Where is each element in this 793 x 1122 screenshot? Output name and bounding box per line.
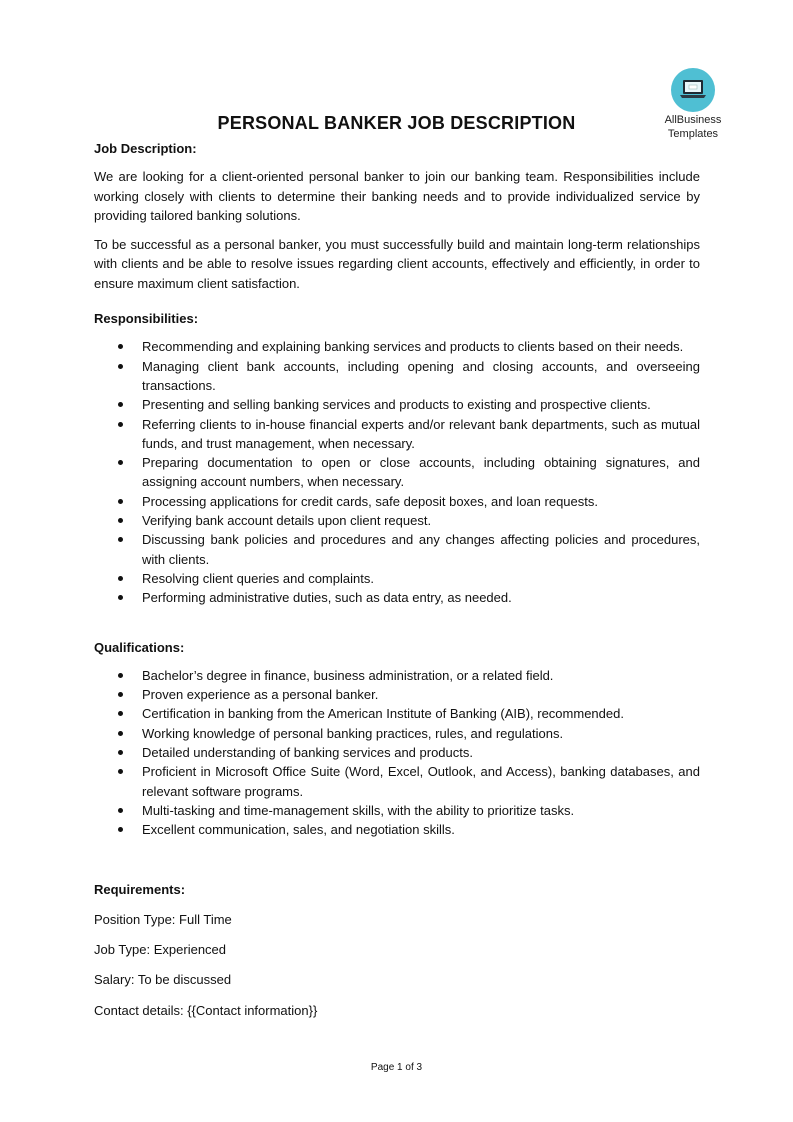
list-item: Referring clients to in-house financial experts and/or relevant bank departments, such as mutual funds, and trust management, when necessary. <box>142 415 700 454</box>
list-item: Bachelor’s degree in finance, business administration, or a related field. <box>142 666 700 685</box>
logo-text-line2: Templates <box>667 128 719 140</box>
responsibilities-list <box>94 337 700 607</box>
list-item: Presenting and selling banking services and products to existing and prospective clients. <box>142 395 700 414</box>
job-type: Job Type: Experienced <box>94 942 227 958</box>
list-item: Preparing documentation to open or close accounts, including obtaining signatures, and assigning account numbers, when necessary. <box>142 453 700 492</box>
job-description-paragraph: We are looking for a client-oriented personal banker to join our banking team. Responsibilities include working closely with clients to determine their banking needs and to provide individualized service by providing tailored banking solutions. <box>94 169 700 223</box>
list-item: Certification in banking from the American Institute of Banking (AIB), recommended. <box>142 704 700 723</box>
document-body <box>94 139 700 1020</box>
requirements-heading: Requirements: <box>94 881 186 897</box>
qualifications-heading: Qualifications: <box>94 639 185 655</box>
page-number: Page 1 of 3 <box>370 1062 423 1073</box>
list-item: Recommending and explaining banking services and products to clients based on their needs. <box>142 337 700 356</box>
list-item: Verifying bank account details upon client request. <box>142 511 700 530</box>
list-item: Managing client bank accounts, including opening and closing accounts, and overseeing transactions. <box>142 357 700 396</box>
list-item: Working knowledge of personal banking practices, rules, and regulations. <box>142 724 700 743</box>
list-item: Excellent communication, sales, and negotiation skills. <box>142 820 700 839</box>
list-item: Performing administrative duties, such as data entry, as needed. <box>142 588 700 607</box>
position-type: Position Type: Full Time <box>94 911 232 927</box>
list-item: Detailed understanding of banking services and products. <box>142 743 700 762</box>
job-description-heading: Job Description: <box>94 141 197 156</box>
laptop-icon <box>671 68 715 112</box>
list-item: Discussing bank policies and procedures and any changes affecting policies and procedures, with clients. <box>142 530 700 569</box>
contact-details: Contact details: {{Contact information}} <box>94 1002 318 1018</box>
responsibilities-heading: Responsibilities: <box>94 311 199 327</box>
list-item: Processing applications for credit cards, safe deposit boxes, and loan requests. <box>142 492 700 511</box>
qualifications-list <box>94 666 700 840</box>
list-item: Proficient in Microsoft Office Suite (Word, Excel, Outlook, and Access), banking databases, and relevant software programs. <box>142 762 700 801</box>
list-item: Resolving client queries and complaints. <box>142 569 700 588</box>
salary: Salary: To be discussed <box>94 972 232 988</box>
list-item: Multi-tasking and time-management skills, with the ability to prioritize tasks. <box>142 801 700 820</box>
document-title: PERSONAL BANKER JOB DESCRIPTION <box>217 113 576 133</box>
list-item: Proven experience as a personal banker. <box>142 685 700 704</box>
job-description-paragraph: To be successful as a personal banker, you must successfully build and maintain long-term relationships with clients and be able to resolve issues regarding client accounts, effectively and efficiently, in order to ensure maximum client satisfaction. <box>94 237 700 291</box>
logo-text-line1: AllBusiness <box>664 114 722 126</box>
